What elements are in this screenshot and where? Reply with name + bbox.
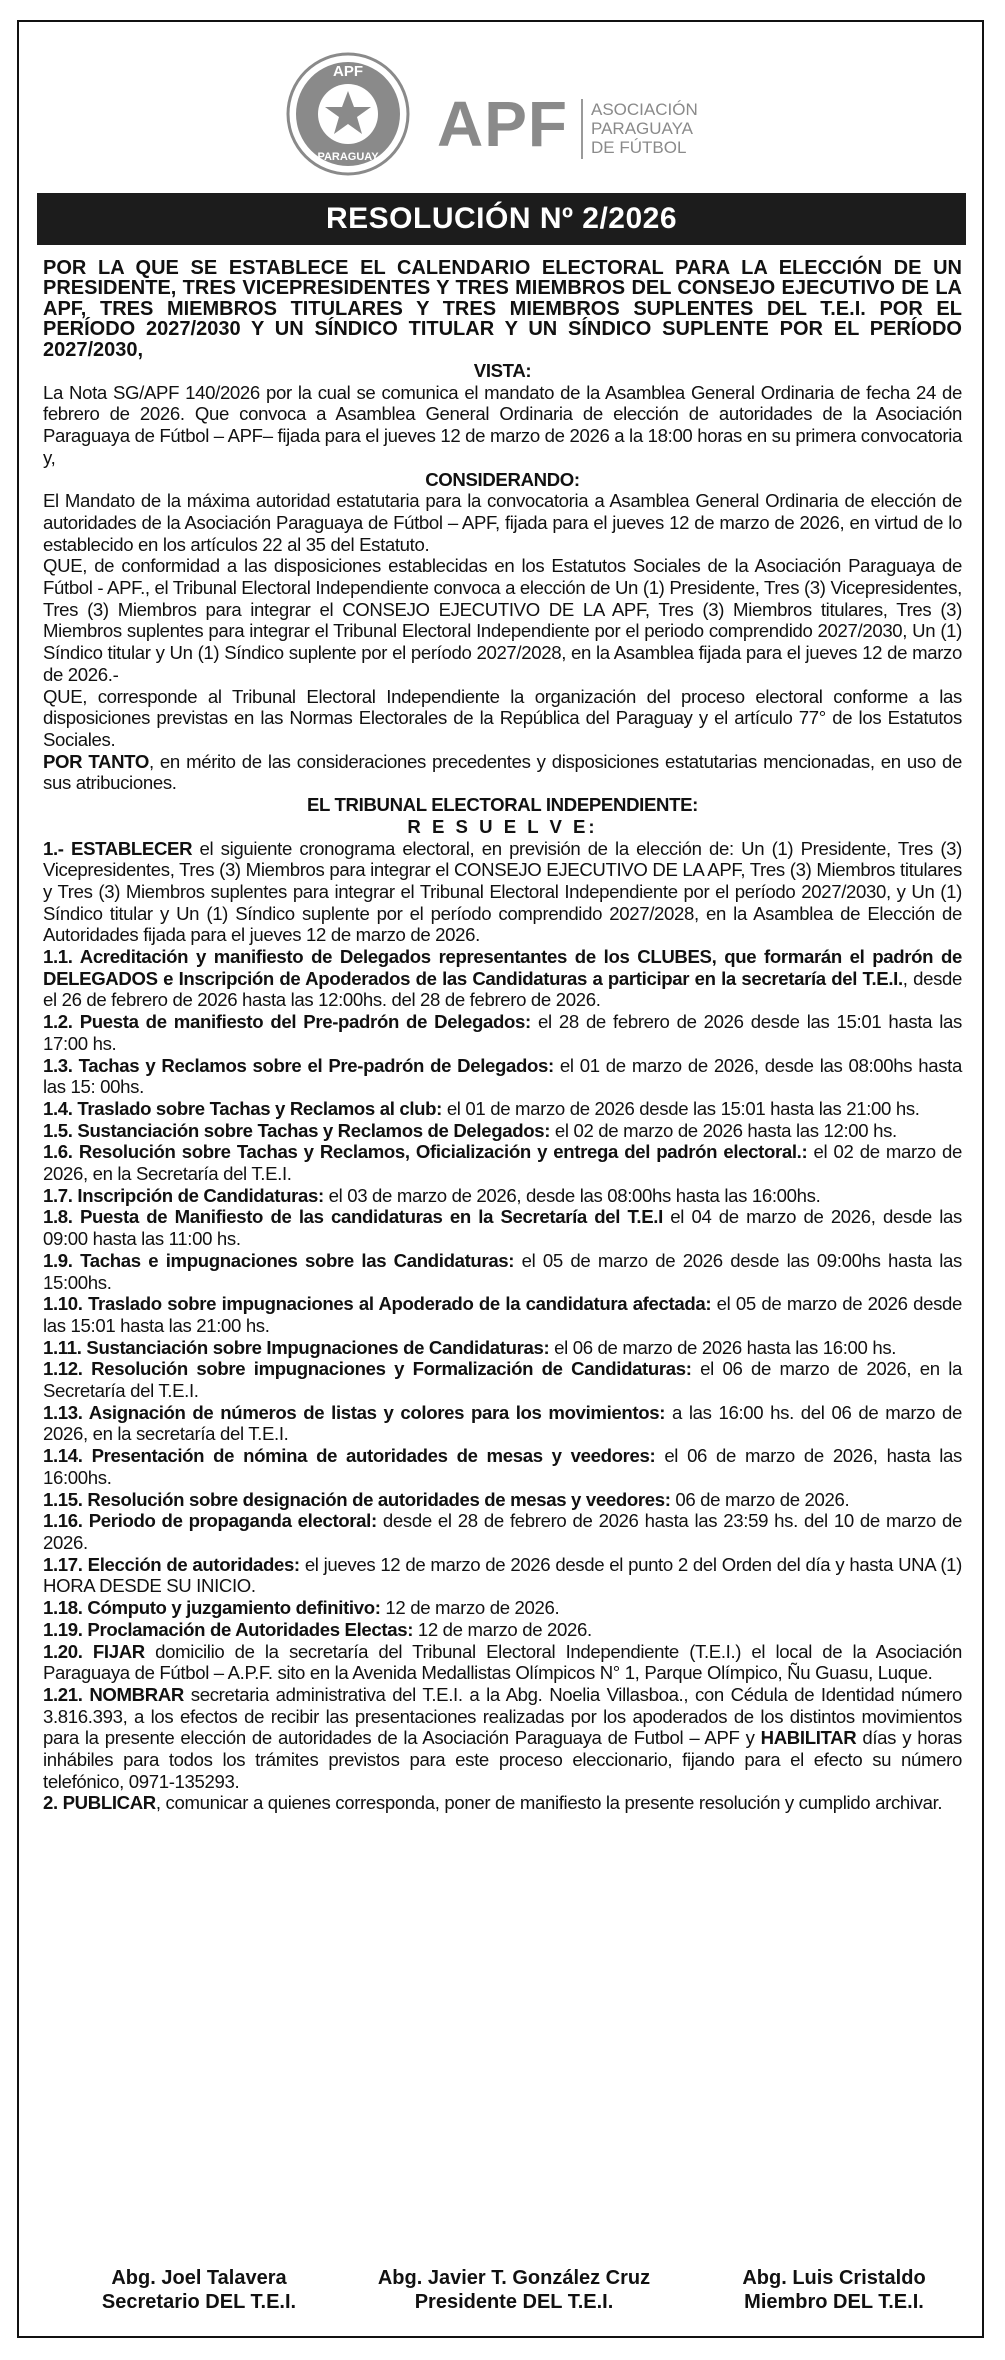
schedule-item-label: 1.2. Puesta de manifiesto del Pre-padrón de Delegados:	[43, 1011, 531, 1033]
schedule-item-text: el 06 de marzo de 2026, en la Secretaría del T.E.I.	[43, 1358, 962, 1402]
seal-bottom-text: PARAGUAY	[317, 151, 379, 163]
signature-name: Abg. Joel Talavera	[111, 2267, 287, 2289]
schedule-item	[43, 1185, 962, 1207]
schedule-item-label: 1.14. Presentación de nómina de autoridades de mesas y veedores:	[43, 1445, 656, 1467]
resolution-body	[43, 258, 962, 1814]
schedule-item	[43, 1250, 962, 1293]
establecer-paragraph	[43, 838, 962, 947]
por-tanto-label: POR TANTO	[43, 750, 149, 772]
schedule-item	[43, 1489, 962, 1511]
schedule-item-text: domicilio de la secretaría del Tribunal Electoral Independiente (T.E.I.) el local de la Asociación Paraguaya de Fútbol – A.P.F. sito en la Avenida Medallistas Olímpicos N° 1, Parque Olímpico, Ñu Guasu, Luque.	[43, 1640, 962, 1684]
brand-divider	[581, 99, 583, 159]
habilitar-text: días y horas inhábiles para todos los trámites previstos para este proceso eleccionario, fijando para el efecto su número telefónico, 0971-135293.	[43, 1727, 963, 1792]
schedule-item-text: el 05 de marzo de 2026 desde las 15:01 hasta las 21:00 hs.	[43, 1293, 963, 1336]
vista-heading: VISTA:	[473, 360, 532, 382]
schedule-item-text: el 03 de marzo de 2026, desde las 08:00hs hasta las 16:00hs.	[323, 1184, 821, 1206]
schedule-item	[43, 1293, 962, 1336]
considerando-heading: CONSIDERANDO:	[425, 468, 580, 490]
schedule-item	[43, 1619, 962, 1641]
apf-wordmark: APF	[437, 88, 568, 160]
publicar-label: 2. PUBLICAR	[43, 1792, 156, 1814]
schedule-item-label: 1.1. Acreditación y manifiesto de Delegados representantes de los CLUBES, que formarán el padrón de DELEGADOS e Inscripción de Apoderados de las Candidaturas a participar en la secretaría del T.E.I.	[43, 946, 962, 989]
schedule-item-text: el 06 de marzo de 2026, hasta las 16:00hs.	[43, 1445, 962, 1488]
considerando-paragraph: El Mandato de la máxima autoridad estatutaria para la convocatoria a Asamblea General Ordinaria de elección de autoridades de la Asociación Paraguaya de Fútbol – APF, fijada para el jueves 12 de marzo de 2026, en virtud de lo establecido en los artículos 22 al 35 del Estatuto.	[43, 490, 962, 555]
schedule-item-label: 1.19. Proclamación de Autoridades Electas:	[43, 1618, 414, 1640]
schedule-item-text: el 04 de marzo de 2026, desde las 09:00 hasta las 11:00 hs.	[43, 1206, 962, 1250]
schedule-item-label: 1.16. Periodo de propaganda electoral:	[43, 1510, 377, 1532]
signature-role: Secretario DEL T.E.I.	[101, 2291, 297, 2313]
schedule-item	[43, 1445, 962, 1488]
schedule-item-label: 1.4. Traslado sobre Tachas y Reclamos al club:	[43, 1097, 442, 1119]
considerando-paragraph: QUE, de conformidad a las disposiciones establecidas en los Estatutos Sociales de la Asociación Paraguaya de Fútbol - APF., el Tribunal Electoral Independiente convoca a elección de Un (1) Presidente, Tres (3) Vicepresidentes, Tres (3) Miembros para integrar el CONSEJO EJECUTIVO DE LA APF, Tres (3) Miembros titulares, Tres (3) Miembros suplentes para integrar el Tribunal Electoral Independiente por el periodo comprendido 2027/2030, Un (1) Síndico titular y Un (1) Síndico suplente por el período 2027/2028, en la Asamblea fijada para el jueves 12 de marzo de 2026.-	[43, 555, 962, 685]
schedule-item	[43, 1510, 962, 1553]
seal-top-text: APF	[333, 63, 363, 80]
schedule-item-label: 1.15. Resolución sobre designación de autoridades de mesas y veedores:	[43, 1488, 671, 1510]
schedule-item-label: 1.8. Puesta de Manifiesto de las candidaturas en la Secretaría del T.E.I	[43, 1206, 663, 1228]
por-tanto-text: , en mérito de las consideraciones precedentes y disposiciones estatutarias mencionadas, en uso de sus atribuciones.	[43, 750, 962, 794]
schedule-item	[43, 1641, 962, 1684]
schedule-item-text: el 06 de marzo de 2026 hasta las 16:00 hs.	[549, 1336, 897, 1358]
schedule-item-text: el 02 de marzo de 2026, en la Secretaría del T.E.I.	[43, 1141, 962, 1185]
signature-role: Miembro DEL T.E.I.	[744, 2291, 924, 2313]
por-tanto-paragraph	[43, 751, 962, 794]
considerando-paragraph: QUE, corresponde al Tribunal Electoral Independiente la organización del proceso electoral conforme a las disposiciones previstas en las Normas Electorales de la República del Paraguay y el artículo 77° de los Estatutos Sociales.	[43, 685, 962, 750]
nombrar-text: secretaria administrativa del T.E.I. a la Abg. Noelia Villasboa., con Cédula de Identidad número 3.816.393, a los efectos de recibir las presentaciones realizadas por los apoderados de los distintos movimientos para la presente elección de autoridades de la Asociación Paraguaya de Futbol – APF y	[43, 1683, 962, 1749]
signature-secretario	[89, 2266, 309, 2314]
vista-text: La Nota SG/APF 140/2026 por la cual se comunica el mandato de la Asamblea General Ordinaria de fecha 24 de febrero de 2026. Que convoca a Asamblea General Ordinaria de elección de autoridades de la Asociación Paraguaya de Fútbol – APF– fijada para el jueves 12 de marzo de 2026 a la 18:00 horas en su primera convocatoria y,	[43, 381, 962, 468]
signature-role: Presidente DEL T.E.I.	[414, 2291, 614, 2313]
signature-name: Abg. Javier T. González Cruz	[377, 2267, 651, 2289]
schedule-item	[43, 1597, 962, 1619]
schedule-item	[43, 1554, 962, 1597]
schedule-item-text: el jueves 12 de marzo de 2026 desde el punto 2 del Orden del día y hasta UNA (1) HORA DESDE SU INICIO.	[43, 1553, 962, 1597]
establecer-label: 1.- ESTABLECER	[43, 837, 193, 859]
schedule-item	[43, 1120, 962, 1142]
schedule-item-label: 1.10. Traslado sobre impugnaciones al Apoderado de la candidatura afectada:	[43, 1293, 712, 1315]
schedule-item-text: el 02 de marzo de 2026 hasta las 12:00 hs.	[550, 1119, 897, 1141]
publicar-paragraph	[43, 1792, 962, 1814]
schedule-item-text: 12 de marzo de 2026.	[413, 1618, 592, 1640]
schedule-item-text: 12 de marzo de 2026.	[380, 1597, 560, 1619]
schedule-item-label: 1.12. Resolución sobre impugnaciones y Formalización de Candidaturas:	[43, 1358, 692, 1380]
schedule-item	[43, 1098, 962, 1120]
resolution-title: RESOLUCIÓN Nº 2/2026	[37, 193, 966, 245]
tribunal-heading: EL TRIBUNAL ELECTORAL INDEPENDIENTE:	[307, 794, 698, 816]
resuelve-heading: R E S U E L V E:	[407, 815, 598, 837]
schedule-item-label: 1.3. Tachas y Reclamos sobre el Pre-padrón de Delegados:	[43, 1054, 554, 1076]
resolution-notice	[17, 20, 984, 2338]
schedule-item	[43, 1206, 962, 1249]
signature-block	[19, 2266, 982, 2316]
schedule-item-text: a las 16:00 hs. del 06 de marzo de 2026, en la secretaría del T.E.I.	[43, 1401, 962, 1445]
schedule-item-label: 1.20. FIJAR	[43, 1640, 145, 1662]
schedule-item-label: 1.7. Inscripción de Candidaturas:	[43, 1184, 324, 1206]
schedule-item-text: , desde el 26 de febrero de 2026 hasta las 12:00hs. del 28 de febrero de 2026.	[43, 967, 962, 1011]
schedule-item-label: 1.18. Cómputo y juzgamiento definitivo:	[43, 1597, 381, 1619]
org-name	[591, 100, 741, 157]
nombrar-paragraph	[43, 1684, 962, 1793]
apf-header	[19, 22, 982, 182]
org-name-line: ASOCIACIÓN	[591, 100, 698, 119]
schedule-item-label: 1.17. Elección de autoridades:	[43, 1553, 300, 1575]
schedule-item	[43, 946, 962, 1011]
schedule-item-text: 06 de marzo de 2026.	[670, 1488, 850, 1510]
publicar-text: , comunicar a quienes corresponda, poner de manifiesto la presente resolución y cumplido archivar.	[155, 1792, 943, 1814]
nombrar-label: 1.21. NOMBRAR	[43, 1683, 184, 1705]
schedule-item	[43, 1055, 962, 1098]
schedule-item-text: el 01 de marzo de 2026 desde las 15:01 hasta las 21:00 hs.	[442, 1097, 920, 1119]
schedule-item-text: el 05 de marzo de 2026 desde las 09:00hs hasta las 15:00hs.	[43, 1249, 962, 1293]
apf-seal-logo	[286, 52, 410, 176]
schedule-item-label: 1.9. Tachas e impugnaciones sobre las Candidaturas:	[43, 1249, 515, 1271]
signature-presidente	[364, 2266, 664, 2314]
schedule-item	[43, 1141, 962, 1184]
signature-name: Abg. Luis Cristaldo	[742, 2267, 926, 2289]
establecer-text: el siguiente cronograma electoral, en previsión de la elección de: Un (1) Presidente, Tres (3) Vicepresidentes, Tres (3) Miembros para integrar el CONSEJO EJECUTIVO DE LA APF, Tres (3) Miembros titulares y Tres (3) Miembros suplentes para integrar el Tribunal Electoral Independiente por el período 2027/2030, y Un (1) Síndico titular y Un (1) Síndico suplente por el período comprendido 2027/2028, en la Asamblea de Elección de Autoridades fijada para el jueves 12 de marzo de 2026.	[43, 837, 962, 946]
org-name-line: DE FÚTBOL	[591, 138, 687, 157]
schedule-item-label: 1.6. Resolución sobre Tachas y Reclamos, Oficialización y entrega del padrón electoral.:	[43, 1141, 808, 1163]
schedule-item-label: 1.5. Sustanciación sobre Tachas y Reclamos de Delegados:	[43, 1119, 551, 1141]
schedule-item	[43, 1358, 962, 1401]
schedule-item-text: el 28 de febrero de 2026 desde las 15:01 hasta las 17:00 hs.	[43, 1011, 962, 1054]
schedule-item	[43, 1402, 962, 1445]
schedule-item-text: desde el 28 de febrero de 2026 hasta las 23:59 hs. del 10 de marzo de 2026.	[43, 1510, 962, 1553]
schedule-item	[43, 1011, 962, 1054]
schedule-item-label: 1.13. Asignación de números de listas y colores para los movimientos:	[43, 1401, 666, 1423]
signature-miembro	[724, 2266, 944, 2314]
habilitar-label: HABILITAR	[760, 1727, 857, 1749]
org-name-line: PARAGUAYA	[591, 119, 694, 138]
schedule-item-text: el 01 de marzo de 2026, desde las 08:00hs hasta las 15: 00hs.	[43, 1054, 962, 1098]
schedule-item	[43, 1337, 962, 1359]
intro-paragraph: POR LA QUE SE ESTABLECE EL CALENDARIO ELECTORAL PARA LA ELECCIÓN DE UN PRESIDENTE, TRES VICEPRESIDENTES Y TRES MIEMBROS DEL CONSEJO EJECUTIVO DE LA APF, TRES MIEMBROS TITULARES Y TRES MIEMBROS SUPLENTES DEL T.E.I. POR EL PERÍODO 2027/2030 Y UN SÍNDICO TITULAR Y UN SÍNDICO SUPLENTE POR EL PERÍODO 2027/2030,	[43, 257, 962, 361]
schedule-item-label: 1.11. Sustanciación sobre Impugnaciones de Candidaturas:	[43, 1336, 550, 1358]
